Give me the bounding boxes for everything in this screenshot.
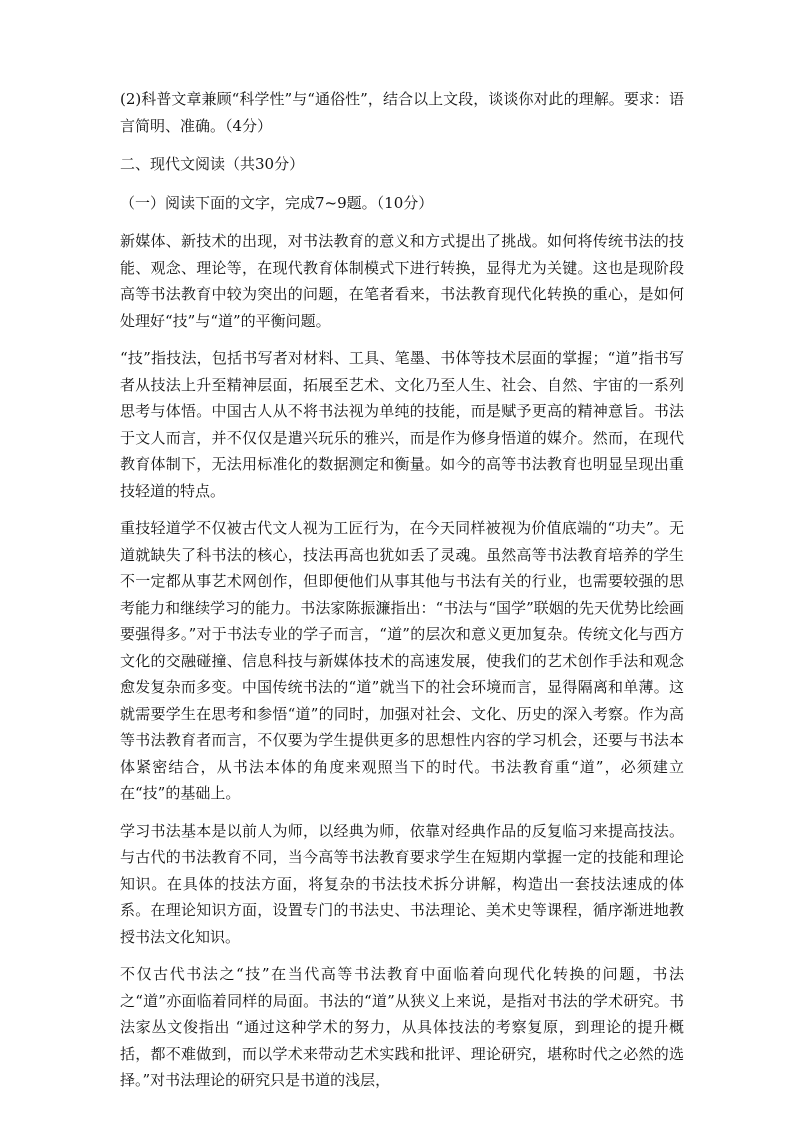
paragraph: 学习书法基本是以前人为师，以经典为师，依靠对经典作品的反复临习来提高技法。与古代的书法教育不同，当今高等书法教育要求学生在短期内掌握一定的技能和理论知识。在具体的技法方面，将复杂的书法技术拆分讲解，构造出一套技法速成的体系。在理论知识方面，设置专门的书法史、书法理论、美术史等课程，循序渐进地教授书法文化知识。 — [120, 821, 684, 946]
question-text: (2)科普文章兼顾“科学性”与“通俗性”，结合以上文段，谈谈你对此的理解。要求：语言简明、准确。（4分） — [120, 90, 684, 135]
paragraph: 新媒体、新技术的出现，对书法教育的意义和方式提出了挑战。如何将传统书法的技能、观念、理论等，在现代教育体制模式下进行转换，显得尤为关键。这也是现阶段高等书法教育中较为突出的问题，在笔者看来，书法教育现代化转换的重心，是如何处理好“技”与“道”的平衡问题。 — [120, 232, 684, 330]
section-title: 二、现代文阅读（共30分） — [120, 155, 305, 173]
article-body — [120, 228, 684, 1094]
paragraph: 不仅古代书法之“技”在当代高等书法教育中面临着向现代化转换的问题，书法之“道”亦面临着同样的局面。书法的“道”从狭义上来说，是指对书法的学术研究。书法家丛文俊指出 “通过这种学术的努力，从具体技法的考察复原，到理论的提升概括，都不难做到，而以学术来带动艺术实践和批评、理论研究，堪称时代之必然的选择。”对书法理论的研究只是书道的浅层， — [120, 965, 684, 1089]
subsection-title: （一）阅读下面的文字，完成7~9题。（10分） — [120, 193, 434, 212]
paragraph: “技”指技法，包括书写者对材料、工具、笔墨、书体等技术层面的掌握；“道”指书写者从技法上升至精神层面，拓展至艺术、文化乃至人生、社会、自然、宇宙的一系列思考与体悟。中国古人从不将书法视为单纯的技能，而是赋予更高的精神意旨。书法于文人而言，并不仅仅是遣兴玩乐的雅兴，而是作为修身悟道的媒介。然而，在现代教育体制下，无法用标准化的数据测定和衡量。如今的高等书法教育也明显呈现出重技轻道的特点。 — [120, 349, 684, 500]
paragraph: 重技轻道学不仅被古代文人视为工匠行为，在今天同样被视为价值底端的“功夫”。无道就缺失了科书法的核心，技法再高也犹如丢了灵魂。虽然高等书法教育培养的学生不一定都从事艺术网创作，但即便他们从事其他与书法有关的行业，也需要较强的思考能力和继续学习的能力。书法家陈振濂指出：“书法与“国学”联姻的先天优势比绘画要强得多。”对于书法专业的学子而言，“道”的层次和意义更加复杂。传统文化与西方文化的交融碰撞、信息科技与新媒体技术的高速发展，使我们的艺术创作手法和观念愈发复杂而多变。中国传统书法的“道”就当下的社会环境而言，显得隔离和单薄。这就需要学生在思考和参悟“道”的同时，加强对社会、文化、历史的深入考察。作为高等书法教育者而言，不仅要为学生提供更多的思想性内容的学习机会，还要与书法本体紧密结合，从书法本体的角度来观照当下的时代。书法教育重“道”，必须建立在“技”的基础上。 — [120, 519, 684, 802]
